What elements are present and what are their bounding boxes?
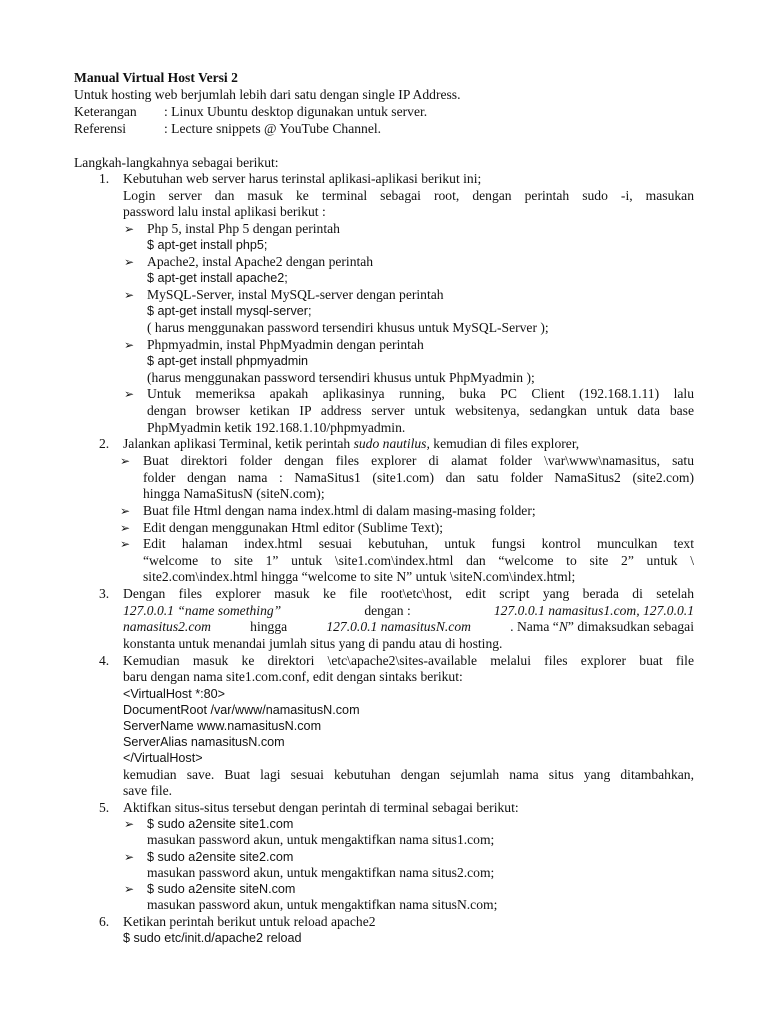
step-4-line: Kemudian masuk ke direktori \etc\apache2\sites-available melalui files explorer buat file bbox=[123, 653, 694, 668]
arrow-bullet-icon: ➢ bbox=[120, 504, 131, 518]
bullet-text: “welcome to site 1” untuk \site1.com\index.html dan “welcome to site 2” untuk \ bbox=[143, 553, 694, 568]
step-3-line: Dengan files explorer masuk ke file root\etc\host, edit script yang berada di setelah bbox=[123, 586, 694, 601]
text-run-italic: N bbox=[558, 619, 568, 634]
bullet-text: masukan password akun, untuk mengaktifkan nama situsN.com; bbox=[147, 897, 498, 912]
config-code-line: </VirtualHost> bbox=[123, 751, 203, 765]
step-4-line: kemudian save. Buat lagi sesuai kebutuhan dengan sejumlah nama situs yang ditambahkan, bbox=[123, 767, 694, 782]
command-text: $ sudo a2ensite site1.com bbox=[147, 817, 294, 831]
bullet-text: Edit halaman index.html sesuai kebutuhan, untuk fungsi kontrol munculkan text bbox=[143, 536, 694, 551]
bullet-text: masukan password akun, untuk mengaktifkan nama situs1.com; bbox=[147, 832, 495, 847]
arrow-bullet-icon: ➢ bbox=[124, 255, 135, 269]
text-run: kemudian di files explorer, bbox=[429, 436, 580, 451]
config-code-line: ServerAlias namasitusN.com bbox=[123, 735, 285, 749]
text-run: hingga bbox=[250, 619, 288, 634]
step-5-number: 5. bbox=[99, 800, 110, 815]
referensi-row bbox=[74, 121, 381, 137]
step-1-line: Login server dan masuk ke terminal sebagai root, dengan perintah sudo -i, masukan bbox=[123, 188, 694, 203]
step-3-line bbox=[123, 603, 694, 619]
arrow-bullet-icon: ➢ bbox=[124, 222, 135, 236]
arrow-bullet-icon: ➢ bbox=[120, 537, 131, 551]
command-text: $ apt-get install php5; bbox=[147, 238, 268, 252]
bullet-text: site2.com\index.html hingga “welcome to site N” untuk \siteN.com\index.html; bbox=[143, 569, 576, 584]
step-2-number: 2. bbox=[99, 436, 110, 451]
keterangan-row bbox=[74, 104, 427, 120]
command-text: $ sudo a2ensite site2.com bbox=[147, 850, 294, 864]
text-run: . Nama “ bbox=[510, 619, 559, 634]
step-6-number: 6. bbox=[99, 914, 110, 929]
command-text: $ sudo etc/init.d/apache2 reload bbox=[123, 931, 302, 945]
command-text: $ apt-get install phpmyadmin bbox=[147, 354, 309, 368]
text-run bbox=[510, 619, 694, 635]
step-1-line: Kebutuhan web server harus terinstal aplikasi-aplikasi berikut ini; bbox=[123, 171, 482, 186]
bullet-text: masukan password akun, untuk mengaktifkan nama situs2.com; bbox=[147, 865, 495, 880]
bullet-text: MySQL-Server, instal MySQL-server dengan perintah bbox=[147, 287, 444, 302]
text-run-italic: 127.0.0.1 “name something” bbox=[123, 603, 282, 618]
note-text: (harus menggunakan password tersendiri khusus untuk PhpMyadmin ); bbox=[147, 370, 535, 385]
command-italic: sudo nautilus, bbox=[353, 436, 430, 451]
step-4-number: 4. bbox=[99, 653, 110, 668]
bullet-text: folder dengan nama : NamaSitus1 (site1.com) dan satu folder NamaSitus2 (site2.com) bbox=[143, 470, 694, 485]
step-1-number: 1. bbox=[99, 171, 110, 186]
config-code-line: <VirtualHost *:80> bbox=[123, 687, 225, 701]
bullet-text: Untuk memeriksa apakah aplikasinya running, buka PC Client (192.168.1.11) lalu bbox=[147, 386, 694, 401]
arrow-bullet-icon: ➢ bbox=[124, 387, 135, 401]
bullet-text: PhpMyadmin ketik 192.168.1.10/phpmyadmin. bbox=[147, 420, 406, 435]
keterangan-label: Keterangan bbox=[74, 104, 137, 119]
arrow-bullet-icon: ➢ bbox=[124, 338, 135, 352]
config-code-line: DocumentRoot /var/www/namasitusN.com bbox=[123, 703, 360, 717]
bullet-text: Edit dengan menggunakan Html editor (Sublime Text); bbox=[143, 520, 444, 535]
step-3-line: konstanta untuk menandai jumlah situs yang di pandu atau di hosting. bbox=[123, 636, 503, 651]
referensi-label: Referensi bbox=[74, 121, 127, 136]
step-4-line: baru dengan nama site1.com.conf, edit dengan sintaks berikut: bbox=[123, 669, 463, 684]
bullet-text: hingga NamaSitusN (siteN.com); bbox=[143, 486, 325, 501]
steps-intro: Langkah-langkahnya sebagai berikut: bbox=[74, 155, 279, 170]
text-run-italic: 127.0.0.1 namasitusN.com bbox=[326, 619, 471, 634]
text-run: Jalankan aplikasi Terminal, ketik perintah bbox=[123, 436, 354, 451]
bullet-text: Buat direktori folder dengan files explorer di alamat folder \var\www\namasitus, satu bbox=[143, 453, 694, 468]
arrow-bullet-icon: ➢ bbox=[124, 850, 135, 864]
note-text: ( harus menggunakan password tersendiri khusus untuk MySQL-Server ); bbox=[147, 320, 549, 335]
command-text: $ apt-get install mysql-server; bbox=[147, 304, 312, 318]
text-run: dengan : bbox=[364, 603, 411, 618]
command-text: $ apt-get install apache2; bbox=[147, 271, 288, 285]
step-1-line: password lalu instal aplikasi berikut : bbox=[123, 204, 326, 219]
text-run: ” dimaksudkan sebagai bbox=[567, 619, 694, 634]
arrow-bullet-icon: ➢ bbox=[124, 288, 135, 302]
step-6-line: Ketikan perintah berikut untuk reload apache2 bbox=[123, 914, 376, 929]
step-3-number: 3. bbox=[99, 586, 110, 601]
keterangan-value: : Linux Ubuntu desktop digunakan untuk server. bbox=[164, 104, 428, 119]
command-text: $ sudo a2ensite siteN.com bbox=[147, 882, 296, 896]
step-5-line: Aktifkan situs-situs tersebut dengan perintah di terminal sebagai berikut: bbox=[123, 800, 519, 815]
bullet-text: Apache2, instal Apache2 dengan perintah bbox=[147, 254, 374, 269]
doc-title: Manual Virtual Host Versi 2 bbox=[74, 70, 238, 85]
step-2-line bbox=[123, 436, 579, 452]
bullet-text: Phpmyadmin, instal PhpMyadmin dengan perintah bbox=[147, 337, 424, 352]
arrow-bullet-icon: ➢ bbox=[120, 521, 131, 535]
bullet-text: dengan browser ketikan IP address server untuk websitenya, sedangkan untuk data base bbox=[147, 403, 694, 418]
arrow-bullet-icon: ➢ bbox=[120, 454, 131, 468]
bullet-text: Buat file Html dengan nama index.html di dalam masing-masing folder; bbox=[143, 503, 536, 518]
step-3-line bbox=[123, 619, 694, 635]
text-run-italic: namasitus2.com bbox=[123, 619, 211, 634]
text-run-italic: 127.0.0.1 namasitus1.com, 127.0.0.1 bbox=[493, 603, 694, 618]
arrow-bullet-icon: ➢ bbox=[124, 817, 135, 831]
bullet-text: Php 5, instal Php 5 dengan perintah bbox=[147, 221, 340, 236]
arrow-bullet-icon: ➢ bbox=[124, 882, 135, 896]
config-code-line: ServerName www.namasitusN.com bbox=[123, 719, 322, 733]
referensi-value: : Lecture snippets @ YouTube Channel. bbox=[164, 121, 382, 136]
doc-subtitle: Untuk hosting web berjumlah lebih dari satu dengan single IP Address. bbox=[74, 87, 461, 102]
step-4-line: save file. bbox=[123, 783, 173, 798]
